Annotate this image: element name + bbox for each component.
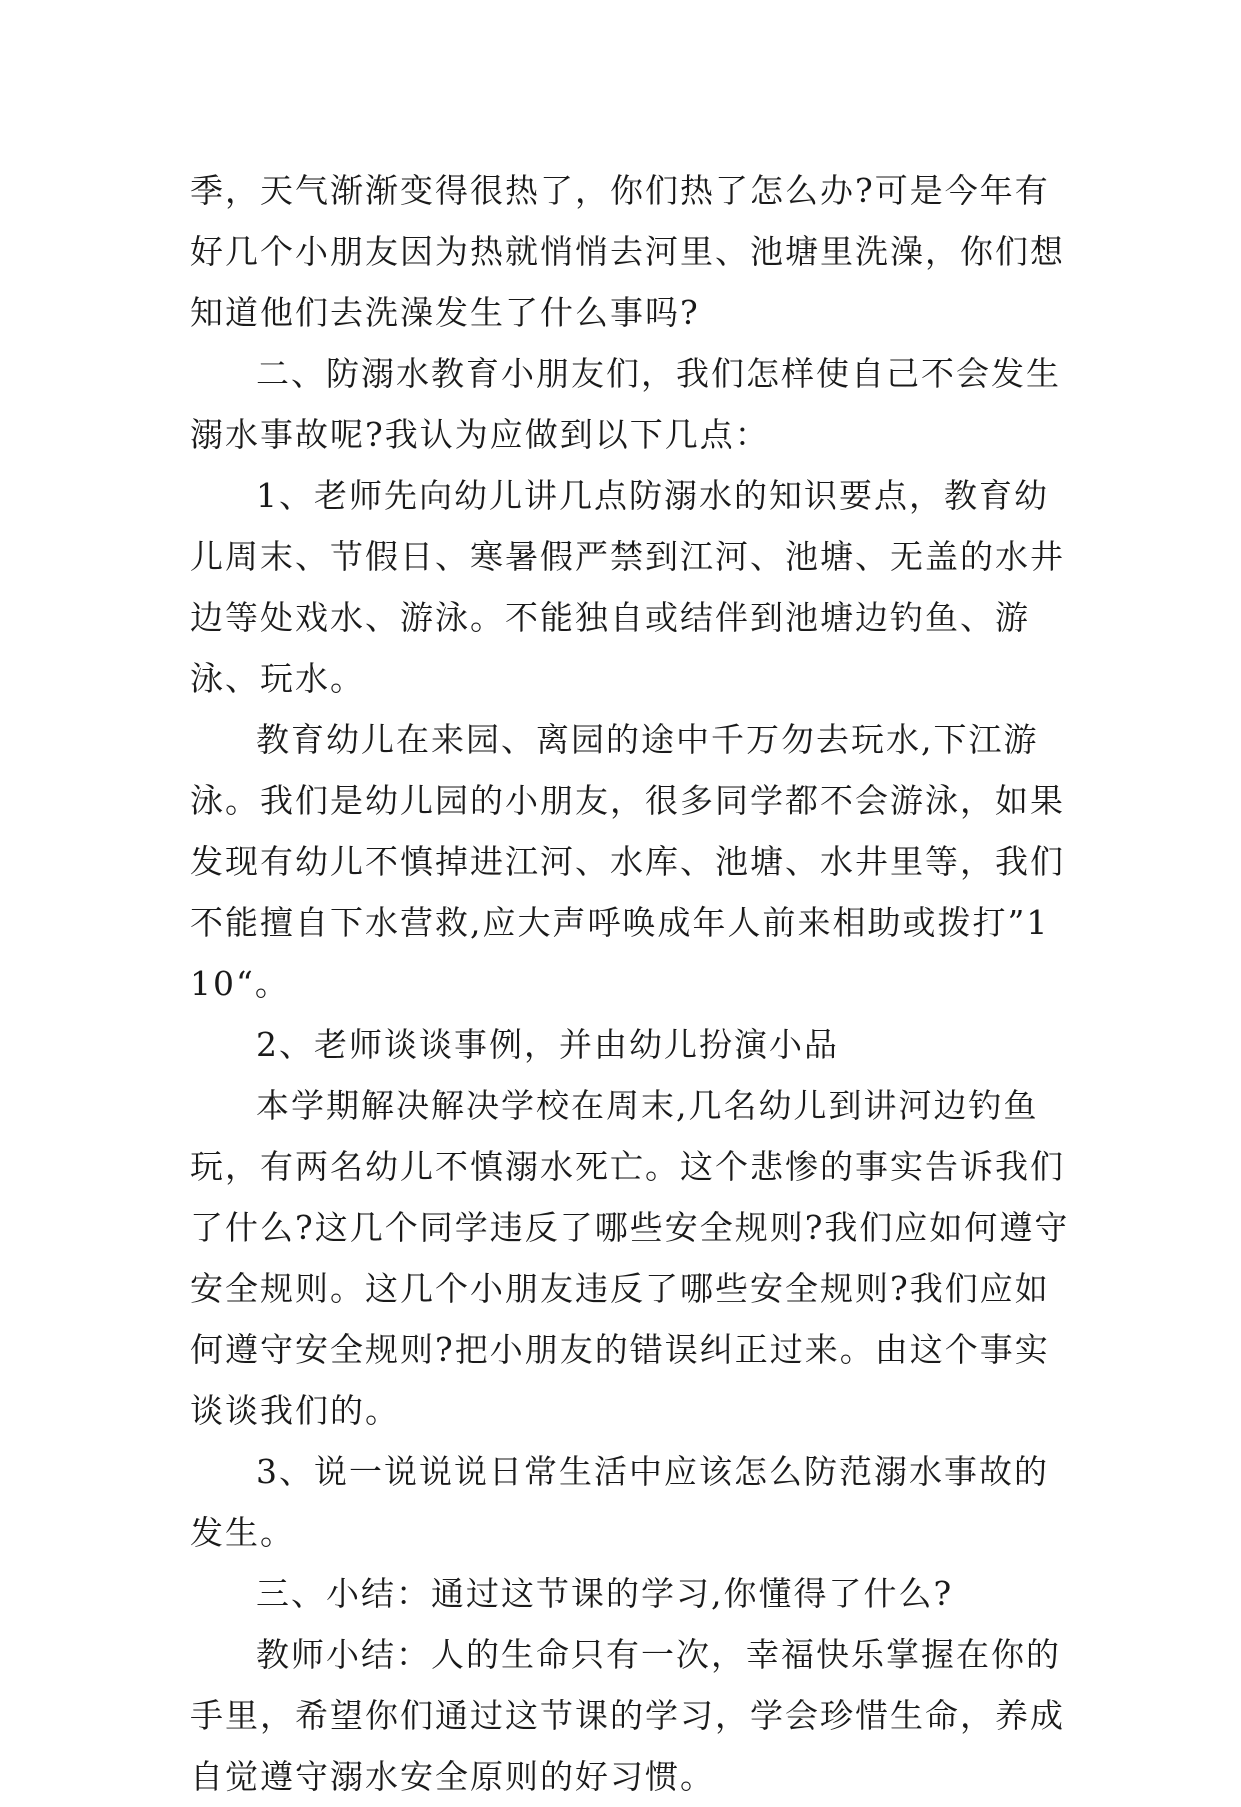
paragraph-section-three: 三、小结：通过这节课的学习,你懂得了什么? — [256, 1574, 954, 1613]
paragraph-teacher-summary: 教师小结：人的生命只有一次，幸福快乐掌握在你的手里，希望你们通过这节课的学习，学会珍惜生命，养成自觉遵守溺水安全原则的好习惯。 — [190, 1635, 1065, 1796]
document-body — [190, 160, 1070, 1807]
paragraph-section-two: 二、防溺水教育小朋友们，我们怎样使自己不会发生溺水事故呢?我认为应做到以下几点： — [190, 354, 1061, 454]
paragraph-point-two: 2、老师谈谈事例，并由幼儿扮演小品 — [256, 1025, 839, 1064]
paragraph-point-one: 1、老师先向幼儿讲几点防溺水的知识要点，教育幼儿周末、节假日、寒暑假严禁到江河、池塘、无盖的水井边等处戏水、游泳。不能独自或结伴到池塘边钓鱼、游泳、玩水。 — [190, 476, 1065, 698]
paragraph-continuation: 季，天气渐渐变得很热了，你们热了怎么办?可是今年有好几个小朋友因为热就悄悄去河里、池塘里洗澡，你们想知道他们去洗澡发生了什么事吗? — [190, 171, 1065, 332]
paragraph-education: 教育幼儿在来园、离园的途中千万勿去玩水,下江游泳。我们是幼儿园的小朋友，很多同学都不会游泳，如果发现有幼儿不慎掉进江河、水库、池塘、水井里等，我们不能擅自下水营救,应大声呼唤成年人前来相助或拨打”110“。 — [190, 720, 1065, 1003]
paragraph-point-three: 3、说一说说说日常生活中应该怎么防范溺水事故的发生。 — [190, 1452, 1049, 1552]
paragraph-case: 本学期解决解决学校在周末,几名幼儿到讲河边钓鱼玩，有两名幼儿不慎溺水死亡。这个悲惨的事实告诉我们了什么?这几个同学违反了哪些安全规则?我们应如何遵守安全规则。这几个小朋友违反了哪些安全规则?我们应如何遵守安全规则?把小朋友的错误纠正过来。由这个事实谈谈我们的。 — [190, 1086, 1070, 1430]
